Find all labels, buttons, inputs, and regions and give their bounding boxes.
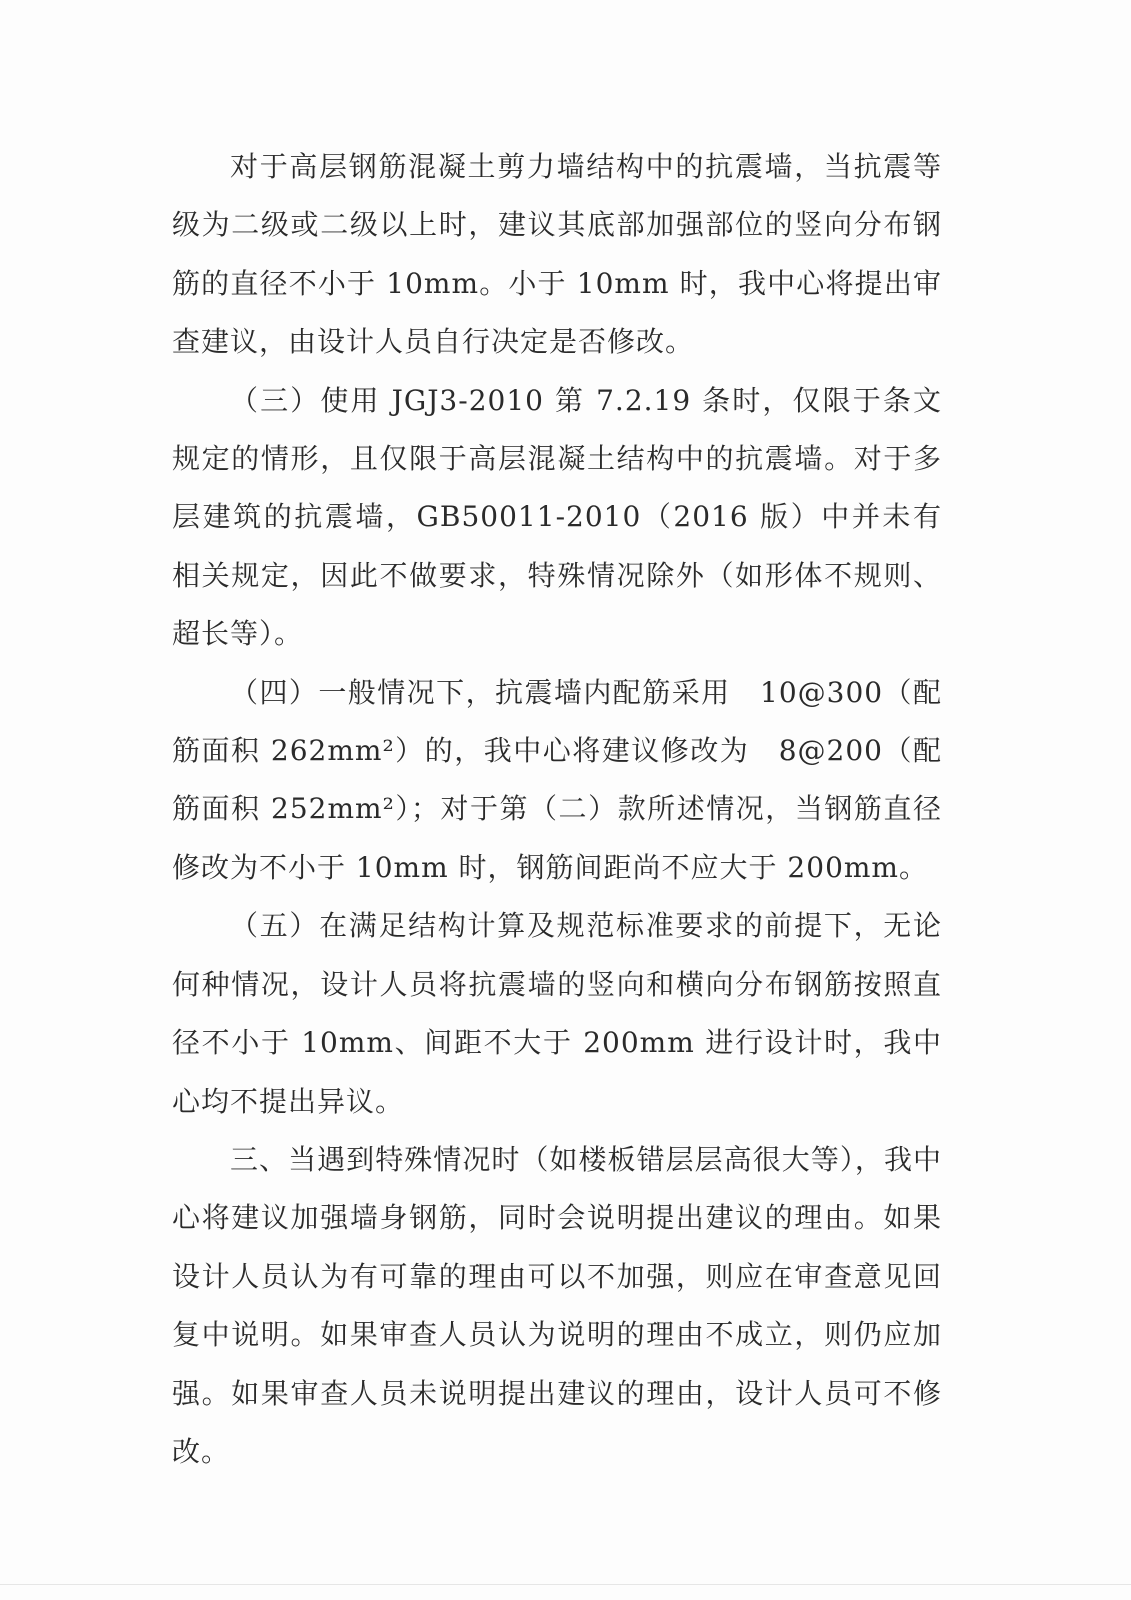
paragraph-section-3: 三、当遇到特殊情况时（如楼板错层层高很大等），我中心将建议加强墙身钢筋，同时会说明提出建议的理由。如果设计人员认为有可靠的理由可以不加强，则应在审查意见回复中说明。如果审查人员认为说明的理由不成立，则仍应加强。如果审查人员未说明提出建议的理由，设计人员可不修改。 [172, 1142, 942, 1468]
document-body [172, 138, 942, 1481]
paragraph-item-3: （三）使用 JGJ3-2010 第 7.2.19 条时，仅限于条文规定的情形，且仅限于高层混凝土结构中的抗震墙。对于多层建筑的抗震墙，GB50011-2010（2016 版）中并未有相关规定，因此不做要求，特殊情况除外（如形体不规则、超长等）。 [172, 383, 942, 651]
paragraph-shear-wall-rebar-diameter: 对于高层钢筋混凝土剪力墙结构中的抗震墙，当抗震等级为二级或二级以上时，建议其底部加强部位的竖向分布钢筋的直径不小于 10mm。小于 10mm 时，我中心将提出审查建议，由设计人员自行决定是否修改。 [172, 150, 942, 359]
page-bottom-edge [0, 1584, 1131, 1585]
paragraph-item-4: （四）一般情况下，抗震墙内配筋采用 10@300（配筋面积 262mm²）的，我中心将建议修改为 8@200（配筋面积 252mm²）；对于第（二）款所述情况，当钢筋直径修改为不小于 10mm 时，钢筋间距尚不应大于 200mm。 [172, 675, 942, 884]
paragraph-item-5: （五）在满足结构计算及规范标准要求的前提下，无论何种情况，设计人员将抗震墙的竖向和横向分布钢筋按照直径不小于 10mm、间距不大于 200mm 进行设计时，我中心均不提出异议。 [172, 909, 942, 1118]
